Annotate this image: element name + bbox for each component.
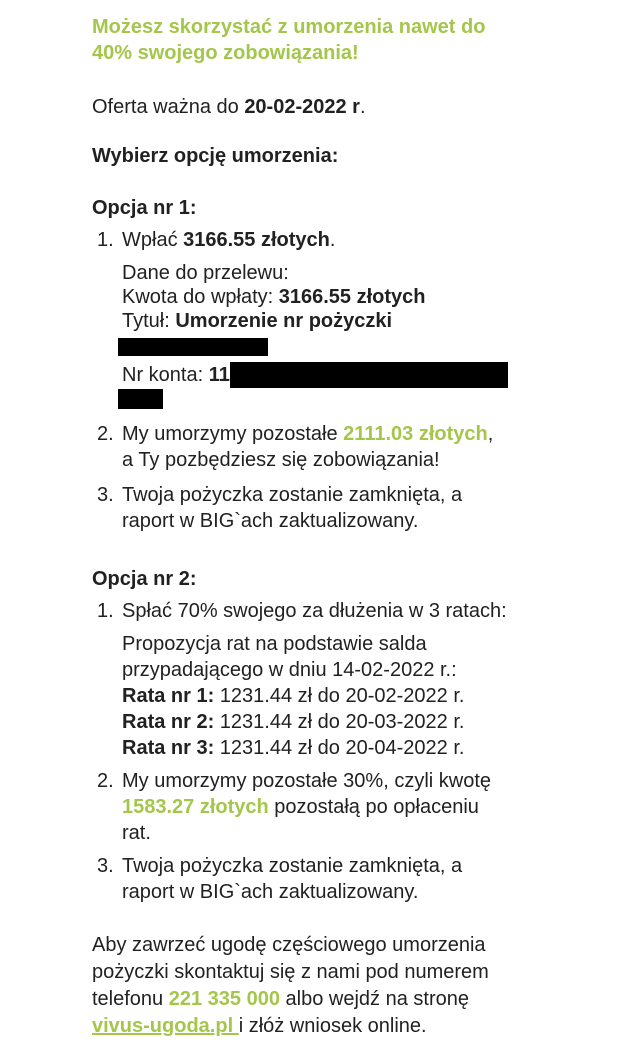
choose-option-heading: Wybierz opcję umorzenia: <box>92 145 339 167</box>
installment-2-label: Rata nr 2: <box>122 711 215 733</box>
option2-item3 <box>92 853 592 905</box>
headline-line-2: 40% swojego zobowiązania! <box>92 42 359 64</box>
forgive30-line-3: rat. <box>122 822 151 844</box>
close2-line-2: raport w BIG`ach zaktualizowany. <box>122 881 419 903</box>
option1-item1-body <box>122 227 592 409</box>
pay-instruction <box>122 227 592 253</box>
proposal-line-2: przypadającego w dniu 14-02-2022 r.: <box>122 659 457 681</box>
installment-2-value: 1231.44 zł do 20-03-2022 r. <box>214 711 465 733</box>
close-line-2: raport w BIG`ach zaktualizowany. <box>122 510 419 532</box>
headline-line-1: Możesz skorzystać z umorzenia nawet do <box>92 16 486 38</box>
option2-item2-body <box>122 768 592 846</box>
pay-amount: 3166.55 złotych <box>183 229 330 251</box>
close2-line-1: Twoja pożyczka zostanie zamknięta, a <box>122 855 463 877</box>
option1-heading: Opcja nr 1: <box>92 197 197 219</box>
transfer-heading: Dane do przelewu: <box>122 262 289 284</box>
forgive30-line-1: My umorzymy pozostałe 30%, czyli kwotę <box>122 770 492 792</box>
option1-item3 <box>92 482 592 534</box>
proposal-line-1: Propozycja rat na podstawie salda <box>122 633 427 655</box>
list-number: 3. <box>97 855 114 877</box>
option2-heading: Opcja nr 2: <box>92 568 197 590</box>
list-number: 2. <box>97 423 114 445</box>
installments-details <box>122 631 592 761</box>
installment-1-value: 1231.44 zł do 20-02-2022 r. <box>214 685 465 707</box>
footer-line-2: pożyczki skontaktuj się z nami pod numerem <box>92 961 489 983</box>
forgiven-amount: 2111.03 złotych <box>343 423 488 445</box>
account-label: Nr konta: <box>122 364 209 386</box>
offer-validity <box>92 94 592 120</box>
account-digits: 11 <box>208 364 230 386</box>
pay-suffix: . <box>329 229 336 251</box>
validity-suffix: . <box>359 96 366 118</box>
account-number-row <box>122 362 592 388</box>
option2-item1-body <box>122 598 592 761</box>
list-number: 2. <box>97 770 114 792</box>
forgive-suffix: , <box>487 423 494 445</box>
installments-instruction: Spłać 70% swojego za dłużenia w 3 ratach: <box>122 600 507 622</box>
phone-number-link[interactable]: 221 335 000 <box>168 988 280 1010</box>
installment-3-label: Rata nr 3: <box>122 737 215 759</box>
list-number: 1. <box>97 229 114 251</box>
installment-3-value: 1231.44 zł do 20-04-2022 r. <box>214 737 465 759</box>
list-number: 3. <box>97 484 114 506</box>
forgive-line-2: a Ty pozbędziesz się zobowiązania! <box>122 449 440 471</box>
validity-prefix: Oferta ważna do <box>92 96 245 118</box>
title-value: Umorzenie nr pożyczki <box>175 310 393 332</box>
forgive-prefix: My umorzymy pozostałe <box>122 423 344 445</box>
installment-row-2 <box>122 709 592 735</box>
transfer-title-row <box>122 309 592 333</box>
footer-line-4 <box>92 1013 592 1040</box>
headline <box>92 14 592 66</box>
forgiven-amount-2: 1583.27 złotych <box>122 796 269 818</box>
option2-item3-body <box>122 853 592 905</box>
forgive30-rest: pozostałą po opłaceniu <box>268 796 479 818</box>
footer-line-3 <box>92 986 592 1013</box>
title-label: Tytuł: <box>122 310 176 332</box>
close-line-1: Twoja pożyczka zostanie zamknięta, a <box>122 484 463 506</box>
footer-online-rest: i złóż wniosek online. <box>238 1015 427 1037</box>
forgive30-line-2 <box>122 794 592 820</box>
option2-item2 <box>92 768 592 846</box>
amount-value: 3166.55 złotych <box>278 286 426 308</box>
option1-item2 <box>92 421 592 473</box>
list-number: 1. <box>97 600 114 622</box>
installment-row-1 <box>122 683 592 709</box>
amount-label: Kwota do wpłaty: <box>122 286 279 308</box>
option1-item3-body <box>122 482 592 534</box>
vivus-ugoda-link[interactable]: vivus-ugoda.pl <box>92 1015 239 1037</box>
option2-item1 <box>92 598 592 761</box>
transfer-amount-row <box>122 285 592 309</box>
contact-footer <box>92 932 592 1040</box>
installment-row-3 <box>122 735 592 761</box>
redaction-bar <box>118 338 268 356</box>
footer-line-1: Aby zawrzeć ugodę częściowego umorzenia <box>92 934 486 956</box>
footer-phone-suffix: albo wejdź na stronę <box>279 988 469 1010</box>
transfer-details <box>122 261 592 409</box>
footer-phone-prefix: telefonu <box>92 988 169 1010</box>
redaction-bar <box>230 362 508 388</box>
option1-item1 <box>92 227 592 409</box>
installment-1-label: Rata nr 1: <box>122 685 215 707</box>
option1-item2-body <box>122 421 592 473</box>
pay-prefix: Wpłać <box>122 229 184 251</box>
forgive-line-1 <box>122 421 592 447</box>
redaction-bar <box>118 389 163 409</box>
offer-deadline-date: 20-02-2022 r <box>244 96 360 118</box>
